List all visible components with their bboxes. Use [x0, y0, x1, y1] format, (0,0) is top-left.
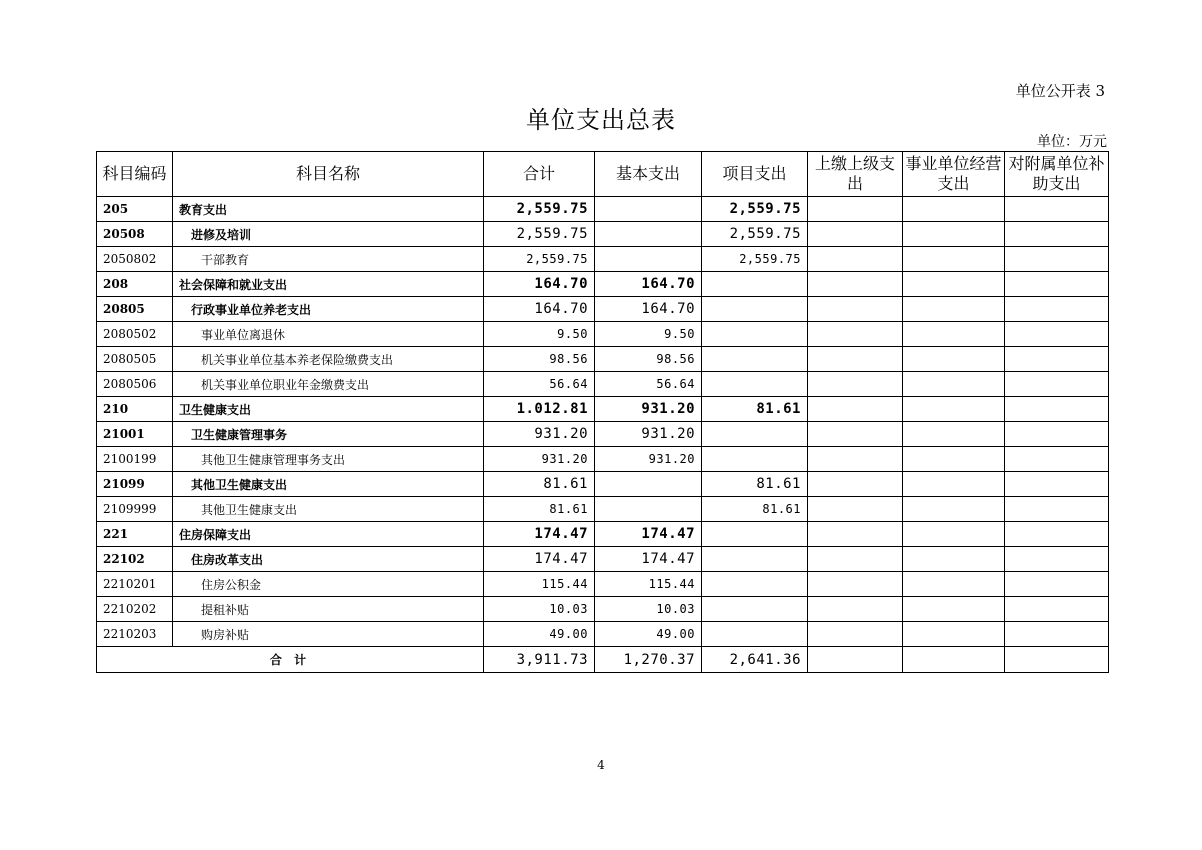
- table-row: [97, 372, 1109, 397]
- cell-name: 提租补贴: [173, 597, 484, 622]
- table-row: [97, 322, 1109, 347]
- cell-subsidy: [1005, 347, 1109, 372]
- cell-basic: [595, 222, 702, 247]
- cell-name: 干部教育: [173, 247, 484, 272]
- cell-higher: [808, 497, 903, 522]
- table-row: [97, 547, 1109, 572]
- cell-name: 住房改革支出: [173, 547, 484, 572]
- header-code: 科目编码: [97, 152, 173, 197]
- cell-total: 164.70: [484, 297, 595, 322]
- cell-business: [903, 422, 1005, 447]
- cell-business: [903, 597, 1005, 622]
- table-row: [97, 197, 1109, 222]
- cell-name: 卫生健康支出: [173, 397, 484, 422]
- cell-higher: [808, 597, 903, 622]
- cell-code: 21001: [97, 422, 173, 447]
- header-subsidy: 对附属单位补助支出: [1005, 152, 1109, 197]
- table-row: [97, 497, 1109, 522]
- cell-total: 174.47: [484, 522, 595, 547]
- cell-total: 931.20: [484, 447, 595, 472]
- cell-basic: 115.44: [595, 572, 702, 597]
- cell-higher: [808, 622, 903, 647]
- cell-basic: 931.20: [595, 397, 702, 422]
- cell-subsidy: [1005, 497, 1109, 522]
- table-row: [97, 622, 1109, 647]
- cell-project: 81.61: [702, 497, 808, 522]
- cell-total: 931.20: [484, 422, 595, 447]
- cell-subsidy: [1005, 397, 1109, 422]
- cell-business: [903, 547, 1005, 572]
- cell-subsidy: [1005, 597, 1109, 622]
- cell-project: [702, 547, 808, 572]
- header-name: 科目名称: [173, 152, 484, 197]
- cell-business: [903, 572, 1005, 597]
- cell-higher: [808, 322, 903, 347]
- cell-project: [702, 347, 808, 372]
- cell-name: 行政事业单位养老支出: [173, 297, 484, 322]
- table-row: [97, 272, 1109, 297]
- cell-project: [702, 597, 808, 622]
- cell-higher: [808, 297, 903, 322]
- cell-higher: [808, 547, 903, 572]
- cell-subsidy: [1005, 197, 1109, 222]
- cell-total: 2,559.75: [484, 247, 595, 272]
- total-business: [903, 647, 1005, 673]
- cell-subsidy: [1005, 322, 1109, 347]
- cell-total: 115.44: [484, 572, 595, 597]
- cell-basic: 931.20: [595, 422, 702, 447]
- cell-subsidy: [1005, 572, 1109, 597]
- cell-total: 49.00: [484, 622, 595, 647]
- cell-business: [903, 372, 1005, 397]
- cell-name: 住房公积金: [173, 572, 484, 597]
- header-business: 事业单位经营支出: [903, 152, 1005, 197]
- cell-project: 2,559.75: [702, 197, 808, 222]
- cell-basic: 174.47: [595, 547, 702, 572]
- cell-subsidy: [1005, 522, 1109, 547]
- cell-business: [903, 447, 1005, 472]
- table-row: [97, 222, 1109, 247]
- cell-business: [903, 522, 1005, 547]
- total-higher: [808, 647, 903, 673]
- table-row: [97, 422, 1109, 447]
- total-project: 2,641.36: [702, 647, 808, 673]
- cell-total: 1.012.81: [484, 397, 595, 422]
- cell-basic: 164.70: [595, 272, 702, 297]
- header-row: [97, 152, 1109, 197]
- cell-total: 56.64: [484, 372, 595, 397]
- cell-subsidy: [1005, 622, 1109, 647]
- cell-code: 2210202: [97, 597, 173, 622]
- cell-code: 205: [97, 197, 173, 222]
- table-row: [97, 522, 1109, 547]
- cell-subsidy: [1005, 222, 1109, 247]
- cell-total: 9.50: [484, 322, 595, 347]
- cell-subsidy: [1005, 447, 1109, 472]
- cell-project: [702, 322, 808, 347]
- table-row: [97, 297, 1109, 322]
- cell-code: 2109999: [97, 497, 173, 522]
- cell-business: [903, 222, 1005, 247]
- cell-subsidy: [1005, 547, 1109, 572]
- total-subsidy: [1005, 647, 1109, 673]
- cell-higher: [808, 447, 903, 472]
- cell-project: [702, 522, 808, 547]
- cell-higher: [808, 422, 903, 447]
- cell-project: [702, 447, 808, 472]
- cell-code: 208: [97, 272, 173, 297]
- cell-total: 98.56: [484, 347, 595, 372]
- cell-project: [702, 572, 808, 597]
- cell-business: [903, 272, 1005, 297]
- cell-higher: [808, 397, 903, 422]
- cell-total: 10.03: [484, 597, 595, 622]
- cell-higher: [808, 347, 903, 372]
- cell-basic: 174.47: [595, 522, 702, 547]
- cell-business: [903, 347, 1005, 372]
- cell-basic: [595, 197, 702, 222]
- cell-higher: [808, 222, 903, 247]
- cell-name: 其他卫生健康管理事务支出: [173, 447, 484, 472]
- cell-higher: [808, 272, 903, 297]
- table-row: [97, 472, 1109, 497]
- cell-business: [903, 297, 1005, 322]
- cell-project: [702, 272, 808, 297]
- cell-total: 2,559.75: [484, 197, 595, 222]
- page-title: 单位支出总表: [526, 106, 676, 134]
- page-number: 4: [597, 758, 605, 772]
- cell-code: 2100199: [97, 447, 173, 472]
- cell-higher: [808, 472, 903, 497]
- cell-name: 住房保障支出: [173, 522, 484, 547]
- cell-total: 2,559.75: [484, 222, 595, 247]
- unit-label: 单位：万元: [1037, 134, 1107, 150]
- cell-higher: [808, 197, 903, 222]
- total-amount: 3,911.73: [484, 647, 595, 673]
- cell-code: 221: [97, 522, 173, 547]
- cell-name: 机关事业单位职业年金缴费支出: [173, 372, 484, 397]
- cell-name: 教育支出: [173, 197, 484, 222]
- cell-name: 机关事业单位基本养老保险缴费支出: [173, 347, 484, 372]
- table-row: [97, 247, 1109, 272]
- cell-project: [702, 297, 808, 322]
- cell-basic: 10.03: [595, 597, 702, 622]
- cell-name: 购房补贴: [173, 622, 484, 647]
- cell-subsidy: [1005, 372, 1109, 397]
- cell-code: 2210203: [97, 622, 173, 647]
- cell-project: 2,559.75: [702, 247, 808, 272]
- cell-business: [903, 472, 1005, 497]
- cell-basic: 49.00: [595, 622, 702, 647]
- cell-total: 164.70: [484, 272, 595, 297]
- cell-project: [702, 422, 808, 447]
- cell-basic: [595, 472, 702, 497]
- cell-business: [903, 622, 1005, 647]
- cell-subsidy: [1005, 297, 1109, 322]
- cell-business: [903, 322, 1005, 347]
- cell-code: 210: [97, 397, 173, 422]
- table-row: [97, 347, 1109, 372]
- cell-higher: [808, 247, 903, 272]
- cell-name: 社会保障和就业支出: [173, 272, 484, 297]
- header-basic: 基本支出: [595, 152, 702, 197]
- cell-code: 20508: [97, 222, 173, 247]
- total-label: 合 计: [97, 647, 484, 673]
- cell-business: [903, 497, 1005, 522]
- cell-total: 174.47: [484, 547, 595, 572]
- cell-higher: [808, 522, 903, 547]
- table-number-label: 单位公开表 3: [1015, 82, 1105, 100]
- cell-project: [702, 622, 808, 647]
- cell-basic: 98.56: [595, 347, 702, 372]
- cell-name: 其他卫生健康支出: [173, 497, 484, 522]
- table-row: [97, 572, 1109, 597]
- cell-name: 其他卫生健康支出: [173, 472, 484, 497]
- cell-code: 2080505: [97, 347, 173, 372]
- header-project: 项目支出: [702, 152, 808, 197]
- cell-basic: [595, 497, 702, 522]
- cell-business: [903, 247, 1005, 272]
- cell-code: 2210201: [97, 572, 173, 597]
- cell-subsidy: [1005, 422, 1109, 447]
- table-row: [97, 447, 1109, 472]
- cell-basic: 56.64: [595, 372, 702, 397]
- cell-basic: [595, 247, 702, 272]
- cell-basic: 9.50: [595, 322, 702, 347]
- total-basic: 1,270.37: [595, 647, 702, 673]
- cell-project: 2,559.75: [702, 222, 808, 247]
- cell-name: 卫生健康管理事务: [173, 422, 484, 447]
- cell-code: 2080506: [97, 372, 173, 397]
- header-total: 合计: [484, 152, 595, 197]
- cell-project: 81.61: [702, 472, 808, 497]
- cell-project: [702, 372, 808, 397]
- total-row: [97, 647, 1109, 673]
- cell-code: 2050802: [97, 247, 173, 272]
- cell-code: 2080502: [97, 322, 173, 347]
- cell-subsidy: [1005, 272, 1109, 297]
- cell-name: 进修及培训: [173, 222, 484, 247]
- cell-subsidy: [1005, 472, 1109, 497]
- cell-project: 81.61: [702, 397, 808, 422]
- cell-subsidy: [1005, 247, 1109, 272]
- cell-business: [903, 197, 1005, 222]
- cell-total: 81.61: [484, 472, 595, 497]
- cell-code: 20805: [97, 297, 173, 322]
- cell-name: 事业单位离退休: [173, 322, 484, 347]
- cell-total: 81.61: [484, 497, 595, 522]
- cell-code: 21099: [97, 472, 173, 497]
- cell-higher: [808, 372, 903, 397]
- table-row: [97, 397, 1109, 422]
- header-higher: 上缴上级支出: [808, 152, 903, 197]
- cell-code: 22102: [97, 547, 173, 572]
- expenditure-table: [96, 151, 1109, 673]
- table-row: [97, 597, 1109, 622]
- cell-basic: 164.70: [595, 297, 702, 322]
- cell-basic: 931.20: [595, 447, 702, 472]
- cell-higher: [808, 572, 903, 597]
- cell-business: [903, 397, 1005, 422]
